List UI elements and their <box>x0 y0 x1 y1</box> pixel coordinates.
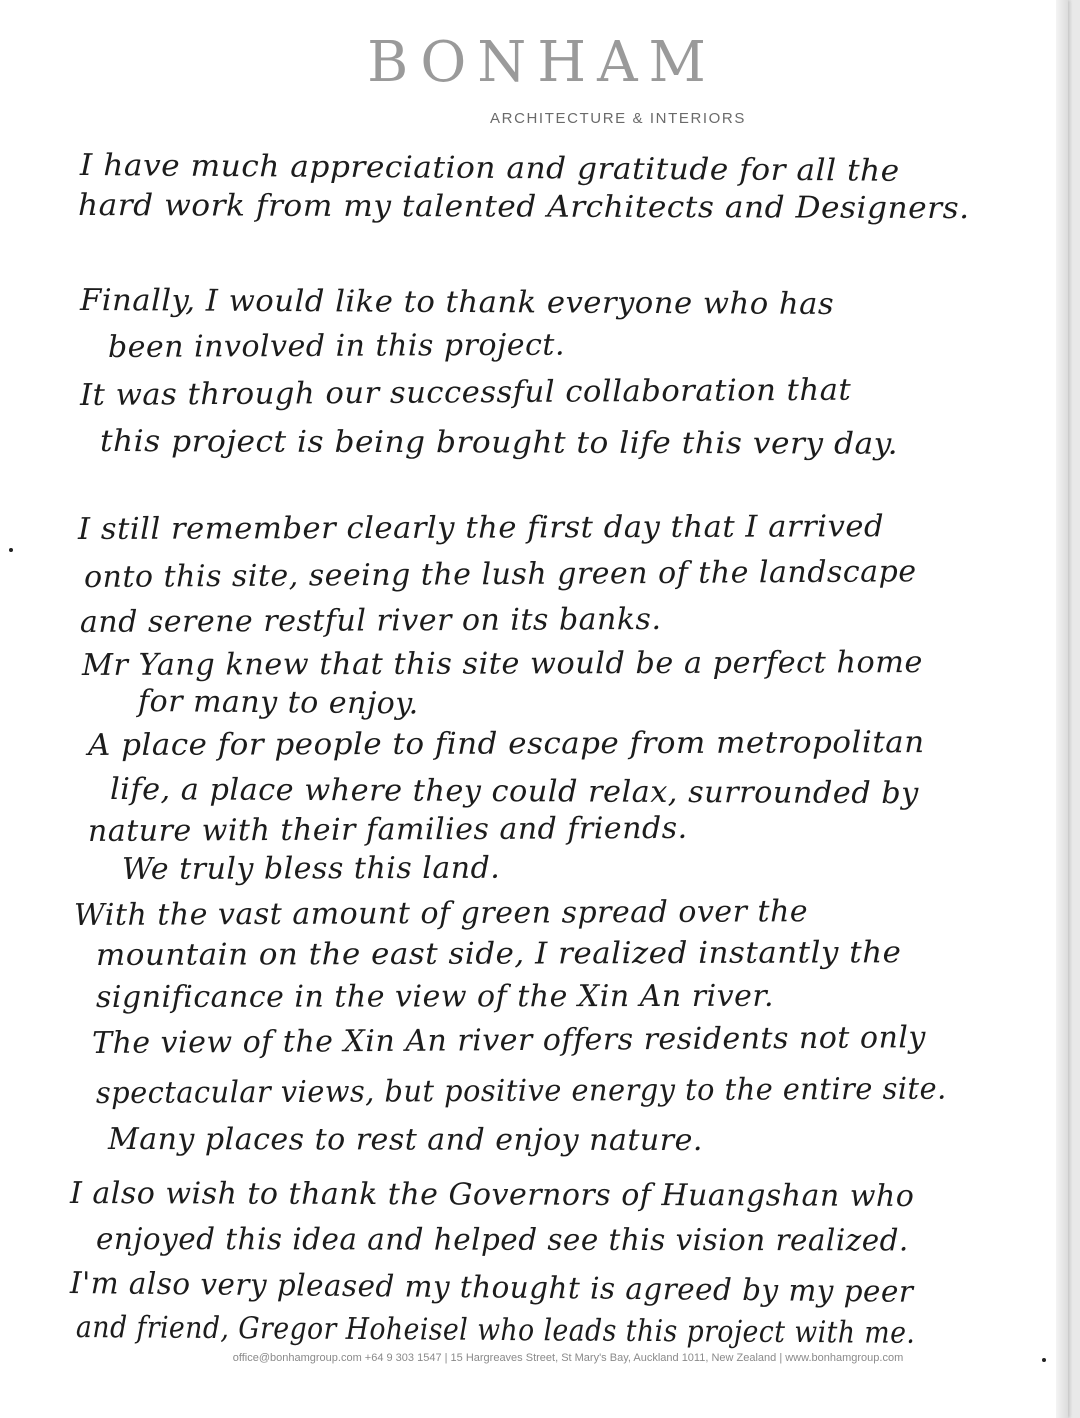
letter-line: I also wish to thank the Governors of Huangshan who <box>69 1176 915 1214</box>
letter-line: The view of the Xin An river offers residents not only <box>91 1020 927 1061</box>
letter-line: With the vast amount of green spread over the <box>73 894 809 933</box>
letter-line: for many to enjoy. <box>137 684 419 722</box>
letter-line: been involved in this project. <box>107 327 566 365</box>
letter-line: Finally, I would like to thank everyone who has <box>79 283 835 322</box>
letter-line: hard work from my talented Architects and Designers. <box>77 188 970 227</box>
letter-line: Mr Yang knew that this site would be a perfect home <box>81 645 923 683</box>
letter-line: It was through our successful collaboration that <box>79 372 852 413</box>
company-logo: BONHAM <box>367 30 717 95</box>
letter-line: I'm also very pleased my thought is agreed by my peer <box>69 1266 914 1310</box>
letter-line: We truly bless this land. <box>121 850 501 887</box>
letter-line: I have much appreciation and gratitude for all the <box>79 148 900 189</box>
letter-line: I still remember clearly the first day that I arrived <box>77 509 885 547</box>
letter-line: life, a place where they could relax, surrounded by <box>109 772 919 812</box>
letter-line: Many places to rest and enjoy nature. <box>107 1122 703 1159</box>
letterhead-footer: office@bonhamgroup.com +64 9 303 1547 | 15 Hargreaves Street, St Mary's Bay, Auckland 1011, New Zealand | www.bonhamgroup.com <box>232 1352 904 1364</box>
letter-line: onto this site, seeing the lush green of the landscape <box>83 554 917 595</box>
letter-line: this project is being brought to life this very day. <box>99 424 899 462</box>
letter-line: mountain on the east side, I realized instantly the <box>95 935 902 973</box>
letter-line: significance in the view of the Xin An river. <box>95 978 774 1015</box>
letter-line: nature with their families and friends. <box>87 810 688 849</box>
letter-line: spectacular views, but positive energy to the entire site. <box>95 1071 947 1111</box>
letter-line: and serene restful river on its banks. <box>79 601 662 640</box>
ink-dot <box>9 548 13 552</box>
letter-line: A place for people to find escape from metropolitan <box>87 725 925 763</box>
company-tagline: ARCHITECTURE & INTERIORS <box>490 110 746 127</box>
letter-line: enjoyed this idea and helped see this vision realized. <box>95 1222 909 1259</box>
letter-line: and friend, Gregor Hoheisel who leads this project with me. <box>75 1310 916 1351</box>
